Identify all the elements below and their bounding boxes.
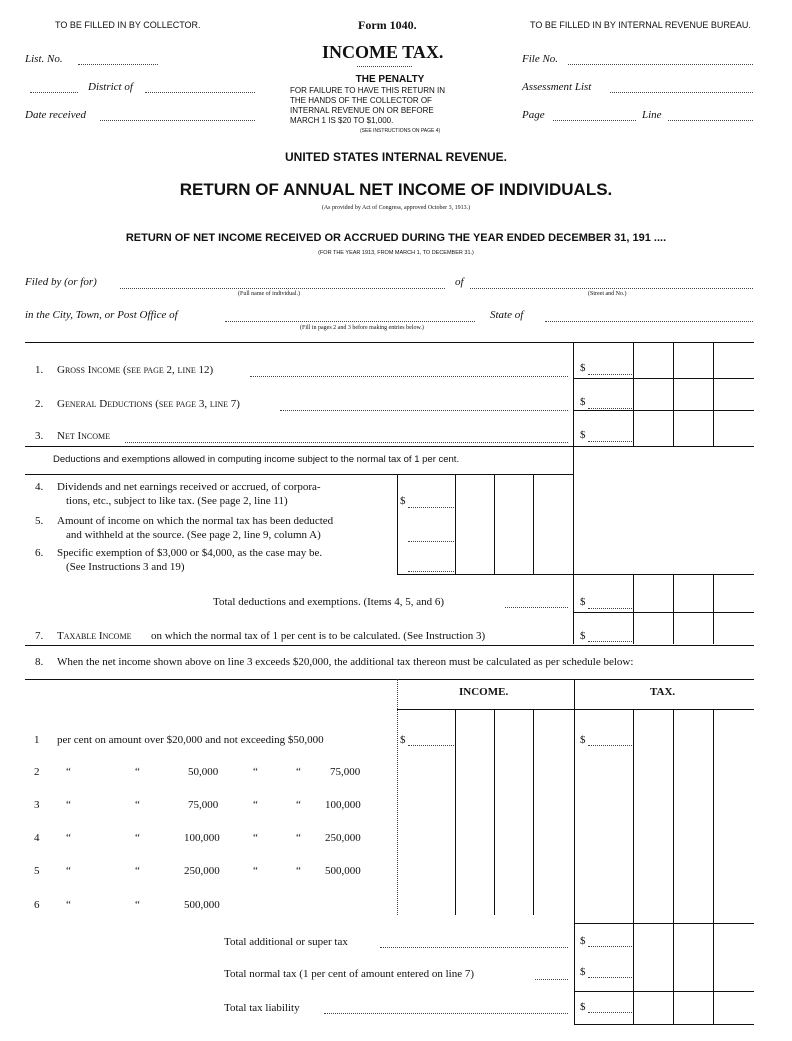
tax-col-divider xyxy=(633,709,634,1025)
ditto-mark: “ xyxy=(253,865,258,877)
schedule-row-1-income-dollar: $ xyxy=(400,734,406,746)
line-6-label-a: Specific exemption of $3,000 or $4,000, as the case may be. xyxy=(57,547,323,559)
line-1-leader xyxy=(250,376,568,377)
schedule-header-rule xyxy=(397,709,754,710)
amount-col-divider xyxy=(713,342,714,446)
line-3-dollar: $ xyxy=(580,429,586,441)
of-label: of xyxy=(455,276,464,288)
income-col-divider xyxy=(455,709,456,915)
total-deductions-label: Total deductions and exemptions. (Items 4, 5, and 6) xyxy=(213,596,445,608)
line-6-label-b: (See Instructions 3 and 19) xyxy=(66,561,185,573)
line-3-label: Net Income xyxy=(57,430,111,442)
line-6-number: 6. xyxy=(35,547,44,559)
items-col-right xyxy=(573,474,574,574)
tax-column-header: TAX. xyxy=(650,686,676,698)
total-super-tax-leader xyxy=(380,947,568,948)
line-2-number: 2. xyxy=(35,398,44,410)
line-7-dollar: $ xyxy=(580,630,586,642)
schedule-row-3-upper: 100,000 xyxy=(325,799,361,811)
ditto-mark: “ xyxy=(253,799,258,811)
line-5-amount-field[interactable] xyxy=(408,541,454,542)
schedule-row-5-lower: 250,000 xyxy=(184,865,220,877)
title-rule xyxy=(357,66,412,67)
amount-row-rule xyxy=(573,410,754,411)
line-7-amount-field[interactable] xyxy=(588,641,632,642)
total-deductions-amount-field[interactable] xyxy=(588,608,632,609)
ditto-mark: “ xyxy=(66,832,71,844)
amount-row-rule xyxy=(573,378,754,379)
tax-col-divider xyxy=(673,709,674,1025)
form-number: Form 1040. xyxy=(358,18,417,32)
ditto-mark: “ xyxy=(296,865,301,877)
penalty-text xyxy=(290,86,490,126)
street-field[interactable] xyxy=(470,288,753,289)
state-label: State of xyxy=(490,309,524,321)
schedule-row-5-number: 5 xyxy=(34,865,40,877)
district-field[interactable] xyxy=(145,92,255,93)
amount-col-divider xyxy=(633,342,634,446)
income-col-divider xyxy=(494,709,495,915)
schedule-dotted-left xyxy=(397,679,398,915)
schedule-top-rule xyxy=(25,679,754,680)
ditto-mark: “ xyxy=(66,865,71,877)
list-no-field[interactable] xyxy=(78,64,158,65)
total-normal-tax-field[interactable] xyxy=(588,977,632,978)
items-col-left xyxy=(397,474,398,574)
totals-col-divider xyxy=(633,574,634,644)
penalty-line: MARCH 1 IS $20 TO $1,000. xyxy=(290,116,394,125)
total-deductions-leader xyxy=(505,607,568,608)
ditto-mark: “ xyxy=(253,766,258,778)
line-2-label: General Deductions (see page 3, line 7) xyxy=(57,398,240,410)
schedule-row-2-upper: 75,000 xyxy=(330,766,361,778)
main-subtitle: (As provided by Act of Congress, approved October 3, 1913.) xyxy=(321,205,471,211)
schedule-row-5-upper: 500,000 xyxy=(325,865,361,877)
line-1-label: Gross Income (see page 2, line 12) xyxy=(57,364,214,376)
ditto-mark: “ xyxy=(135,899,140,911)
filed-by-field[interactable] xyxy=(120,288,445,289)
line-5-label-b: and withheld at the source. (See page 2, line 9, column A) xyxy=(66,529,321,541)
file-no-field[interactable] xyxy=(568,64,753,65)
ditto-mark: “ xyxy=(135,865,140,877)
schedule-row-2-number: 2 xyxy=(34,766,40,778)
total-liability-field[interactable] xyxy=(588,1012,632,1013)
penalty-title: THE PENALTY xyxy=(355,74,425,85)
total-liability-leader xyxy=(324,1013,568,1014)
ditto-mark: “ xyxy=(66,766,71,778)
income-column-header: INCOME. xyxy=(459,686,509,698)
ditto-mark: “ xyxy=(296,832,301,844)
schedule-row-4-number: 4 xyxy=(34,832,40,844)
line-4-label-b: tions, etc., subject to like tax. (See page 2, line 11) xyxy=(66,495,288,507)
deductions-header: Deductions and exemptions allowed in computing income subject to the normal tax of 1 per cent. xyxy=(53,454,460,465)
schedule-row-2-lower: 50,000 xyxy=(188,766,219,778)
totals-col-left xyxy=(573,574,574,644)
schedule-row-1-label: per cent on amount over $20,000 and not exceeding $50,000 xyxy=(57,734,324,746)
penalty-note: (SEE INSTRUCTIONS ON PAGE 4) xyxy=(360,128,441,134)
line-label: Line xyxy=(642,109,662,121)
items-col-divider xyxy=(533,474,534,574)
penalty-line: FOR FAILURE TO HAVE THIS RETURN IN xyxy=(290,86,445,95)
line-field[interactable] xyxy=(668,120,753,121)
line-1-amount-field[interactable] xyxy=(588,374,632,375)
page-label: Page xyxy=(522,109,545,121)
total-super-tax-dollar: $ xyxy=(580,935,586,947)
schedule-row-1-tax-dollar: $ xyxy=(580,734,586,746)
schedule-row-3-number: 3 xyxy=(34,799,40,811)
line-4-number: 4. xyxy=(35,481,44,493)
deductions-bottom-rule xyxy=(25,474,574,475)
line-1-number: 1. xyxy=(35,364,44,376)
line-7-label-b: on which the normal tax of 1 per cent is to be calculated. (See Instruction 3) xyxy=(151,630,486,642)
schedule-row-6-lower: 500,000 xyxy=(184,899,220,911)
total-super-tax-label: Total additional or super tax xyxy=(224,936,348,948)
city-label: in the City, Town, or Post Office of xyxy=(25,309,178,321)
penalty-line: INTERNAL REVENUE ON OR BEFORE xyxy=(290,106,434,115)
page-field[interactable] xyxy=(553,120,636,121)
ditto-mark: “ xyxy=(66,899,71,911)
line-7-rule xyxy=(25,645,754,646)
line-7-label-a: Taxable Income xyxy=(57,630,132,642)
total-normal-tax-dollar: $ xyxy=(580,966,586,978)
district-prefix-field[interactable] xyxy=(30,92,78,93)
items-col-divider xyxy=(494,474,495,574)
schedule-row-1-income-field[interactable] xyxy=(408,745,454,746)
line-3-leader xyxy=(125,442,568,443)
line-4-dollar: $ xyxy=(400,495,406,507)
line-7-number: 7. xyxy=(35,630,44,642)
ditto-mark: “ xyxy=(296,766,301,778)
bureau-note: TO BE FILLED IN BY INTERNAL REVENUE BUREAU. xyxy=(530,20,751,30)
line-4-amount-field[interactable] xyxy=(408,507,454,508)
period-subtitle: (FOR THE YEAR 1913, FROM MARCH 1, TO DECEMBER 31.) xyxy=(318,250,474,256)
agency-title: UNITED STATES INTERNAL REVENUE. xyxy=(284,150,508,164)
state-field[interactable] xyxy=(545,321,753,322)
ditto-mark: “ xyxy=(253,832,258,844)
fill-note: (Fill in pages 2 and 3 before making entries below.) xyxy=(300,325,424,331)
schedule-row-4-upper: 250,000 xyxy=(325,832,361,844)
list-no-label: List. No. xyxy=(25,53,63,65)
line-2-leader xyxy=(280,410,568,411)
total-liability-dollar: $ xyxy=(580,1001,586,1013)
line-3-amount-field[interactable] xyxy=(588,441,632,442)
street-note: (Street and No.) xyxy=(588,291,627,297)
line-5-label-a: Amount of income on which the normal tax has been deducted xyxy=(57,515,334,527)
line-2-dollar: $ xyxy=(580,396,586,408)
totals-col-divider xyxy=(713,574,714,644)
full-name-note: (Full name of individual.) xyxy=(238,291,300,297)
schedule-mid-rule xyxy=(574,679,575,1025)
line-8-number: 8. xyxy=(35,656,44,668)
amount-col-divider xyxy=(673,342,674,446)
line-6-amount-field[interactable] xyxy=(408,571,454,572)
income-col-divider xyxy=(533,709,534,915)
line-3-number: 3. xyxy=(35,430,44,442)
form-title: INCOME TAX. xyxy=(322,42,444,62)
collector-note: TO BE FILLED IN BY COLLECTOR. xyxy=(55,20,201,30)
items-col-divider xyxy=(455,474,456,574)
deductions-rule xyxy=(25,446,754,447)
deductions-header-edge xyxy=(573,446,574,474)
date-received-label: Date received xyxy=(25,109,86,121)
date-received-field[interactable] xyxy=(100,120,255,121)
schedule-row-1-tax-field[interactable] xyxy=(588,745,632,746)
city-field[interactable] xyxy=(225,321,475,322)
amount-col-left xyxy=(573,342,574,446)
ditto-mark: “ xyxy=(135,832,140,844)
ditto-mark: “ xyxy=(135,799,140,811)
total-normal-tax-label: Total normal tax (1 per cent of amount entered on line 7) xyxy=(224,968,475,980)
items-bottom-rule xyxy=(397,574,754,575)
total-super-tax-field[interactable] xyxy=(588,946,632,947)
table-top-rule xyxy=(25,342,754,343)
line-8-label: When the net income shown above on line 3 exceeds $20,000, the additional tax thereon must be calculated as per schedule below: xyxy=(57,656,634,668)
line-2-amount-field[interactable] xyxy=(588,408,632,409)
district-label: District of xyxy=(88,81,133,93)
main-title: RETURN OF ANNUAL NET INCOME OF INDIVIDUALS. xyxy=(179,180,613,199)
totals-col-divider xyxy=(673,574,674,644)
schedule-row-1-number: 1 xyxy=(34,734,40,746)
line-4-label-a: Dividends and net earnings received or accrued, of corpora- xyxy=(57,481,321,493)
totals-row-rule xyxy=(573,612,754,613)
total-liability-label: Total tax liability xyxy=(224,1002,300,1014)
assessment-label: Assessment List xyxy=(522,81,592,93)
schedule-row-3-lower: 75,000 xyxy=(188,799,219,811)
ditto-mark: “ xyxy=(135,766,140,778)
schedule-totals-rule xyxy=(574,923,754,924)
penalty-line: THE HANDS OF THE COLLECTOR OF xyxy=(290,96,432,105)
line-5-number: 5. xyxy=(35,515,44,527)
assessment-field[interactable] xyxy=(610,92,753,93)
filed-by-label: Filed by (or for) xyxy=(25,276,97,288)
schedule-row-4-lower: 100,000 xyxy=(184,832,220,844)
line-1-dollar: $ xyxy=(580,362,586,374)
total-liability-bottom-rule xyxy=(574,1024,754,1025)
total-liability-top-rule xyxy=(574,991,754,992)
ditto-mark: “ xyxy=(296,799,301,811)
file-no-label: File No. xyxy=(522,53,559,65)
total-deductions-dollar: $ xyxy=(580,596,586,608)
total-normal-tax-leader xyxy=(535,979,568,980)
schedule-row-6-number: 6 xyxy=(34,899,40,911)
tax-col-divider xyxy=(713,709,714,1025)
period-title: RETURN OF NET INCOME RECEIVED OR ACCRUED DURING THE YEAR ENDED DECEMBER 31, 191 .... xyxy=(125,232,667,244)
ditto-mark: “ xyxy=(66,799,71,811)
